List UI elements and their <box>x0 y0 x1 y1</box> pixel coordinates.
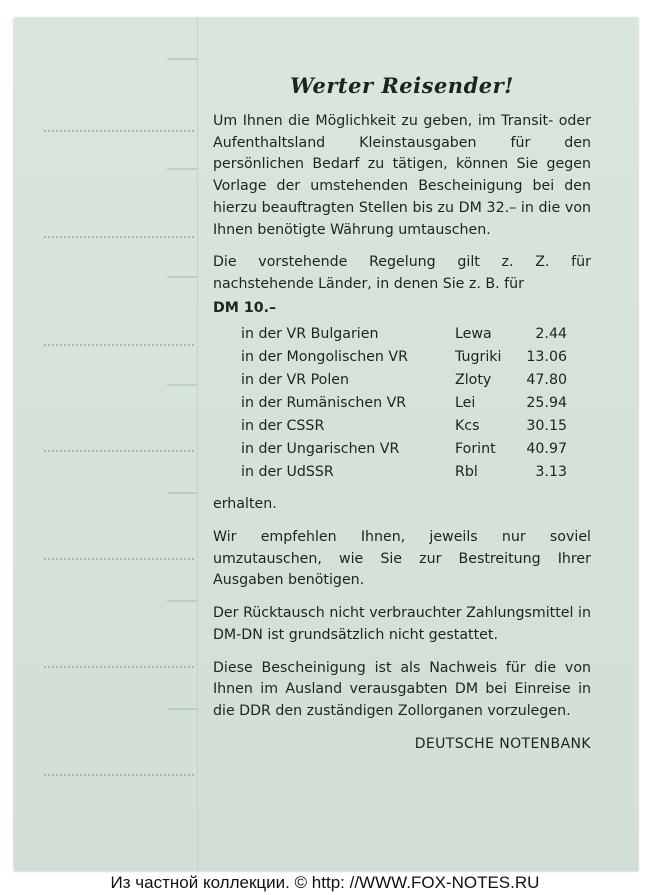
reexchange-paragraph: Der Rücktausch nicht verbrauchter Zahlungsmittel in DM-DN ist grundsätzlich nicht gestattet. <box>213 605 591 643</box>
received-text: erhalten. <box>213 496 277 513</box>
perforation-line <box>44 450 194 452</box>
perforation-line <box>44 236 194 238</box>
perforation-line <box>44 774 194 776</box>
rate-currency: Forint <box>455 441 496 458</box>
collection-watermark: Из частной коллекции. © http: //WWW.FOX-NOTES.RU <box>110 873 540 892</box>
tear-off-stub <box>14 18 198 871</box>
notice-text <box>213 72 591 755</box>
show-through-print <box>167 58 197 60</box>
perforation-line <box>44 130 194 132</box>
show-through-print <box>167 384 197 386</box>
rate-value: 2.44 <box>535 326 567 343</box>
rate-country: in der Rumänischen VR <box>241 395 407 412</box>
rate-value: 13.06 <box>526 349 567 366</box>
intro-paragraph: Um Ihnen die Möglichkeit zu geben, im Transit- oder Aufenthaltsland Kleinstausgaben für den persönlichen Bedarf zu tätigen, können Sie gegen Vorlage der umstehenden Bescheinigung bei den hierzu beauftragten Stellen bis zu DM 32.– in die von Ihnen benötigte Währung umtauschen. <box>213 113 591 238</box>
rate-currency: Lewa <box>455 326 492 343</box>
show-through-print <box>167 708 197 710</box>
perforation-line <box>44 666 194 668</box>
rate-value: 40.97 <box>526 441 567 458</box>
rate-currency: Lei <box>455 395 476 412</box>
rate-country: in der Ungarischen VR <box>241 441 400 458</box>
rate-country: in der Mongolischen VR <box>241 349 408 366</box>
exchange-rate-table <box>241 323 567 484</box>
document-sheet <box>14 18 638 871</box>
rate-currency: Kcs <box>455 418 480 435</box>
perforation-line <box>44 558 194 560</box>
rate-currency: Zloty <box>455 372 492 389</box>
rate-value: 25.94 <box>526 395 567 412</box>
rate-country: in der VR Bulgarien <box>241 326 379 343</box>
rate-row <box>241 369 567 392</box>
recommendation-paragraph: Wir empfehlen Ihnen, jeweils nur soviel umzutauschen, wie Sie zur Bestreitung Ihrer Ausgaben benötigen. <box>213 529 591 589</box>
issuer-signature: DEUTSCHE NOTENBANK <box>414 735 591 752</box>
rate-country: in der VR Polen <box>241 372 349 389</box>
rate-row <box>241 415 567 438</box>
show-through-print <box>167 168 197 170</box>
rate-value: 47.80 <box>526 372 567 389</box>
rate-country: in der UdSSR <box>241 464 334 481</box>
rate-value: 30.15 <box>526 418 567 435</box>
perforation-line <box>44 344 194 346</box>
rate-row <box>241 461 567 484</box>
rate-row <box>241 392 567 415</box>
rate-value: 3.13 <box>535 464 567 481</box>
rate-currency: Tugriki <box>455 349 502 366</box>
proof-paragraph: Diese Bescheinigung ist als Nachweis für die von Ihnen im Ausland verausgabten DM bei Einreise in die DDR den zuständigen Zollorganen vorzulegen. <box>213 659 591 719</box>
example-amount: DM 10.– <box>213 299 277 316</box>
rate-currency: Rbl <box>455 464 478 481</box>
rate-row <box>241 323 567 346</box>
show-through-print <box>167 276 197 278</box>
regulation-paragraph: Die vorstehende Regelung gilt z. Z. für nachstehende Länder, in denen Sie z. B. für <box>213 254 591 292</box>
show-through-print <box>167 600 197 602</box>
document-title: Werter Reisender! <box>290 73 514 98</box>
rate-row <box>241 346 567 369</box>
rate-row <box>241 438 567 461</box>
rate-country: in der CSSR <box>241 418 325 435</box>
show-through-print <box>167 492 197 494</box>
